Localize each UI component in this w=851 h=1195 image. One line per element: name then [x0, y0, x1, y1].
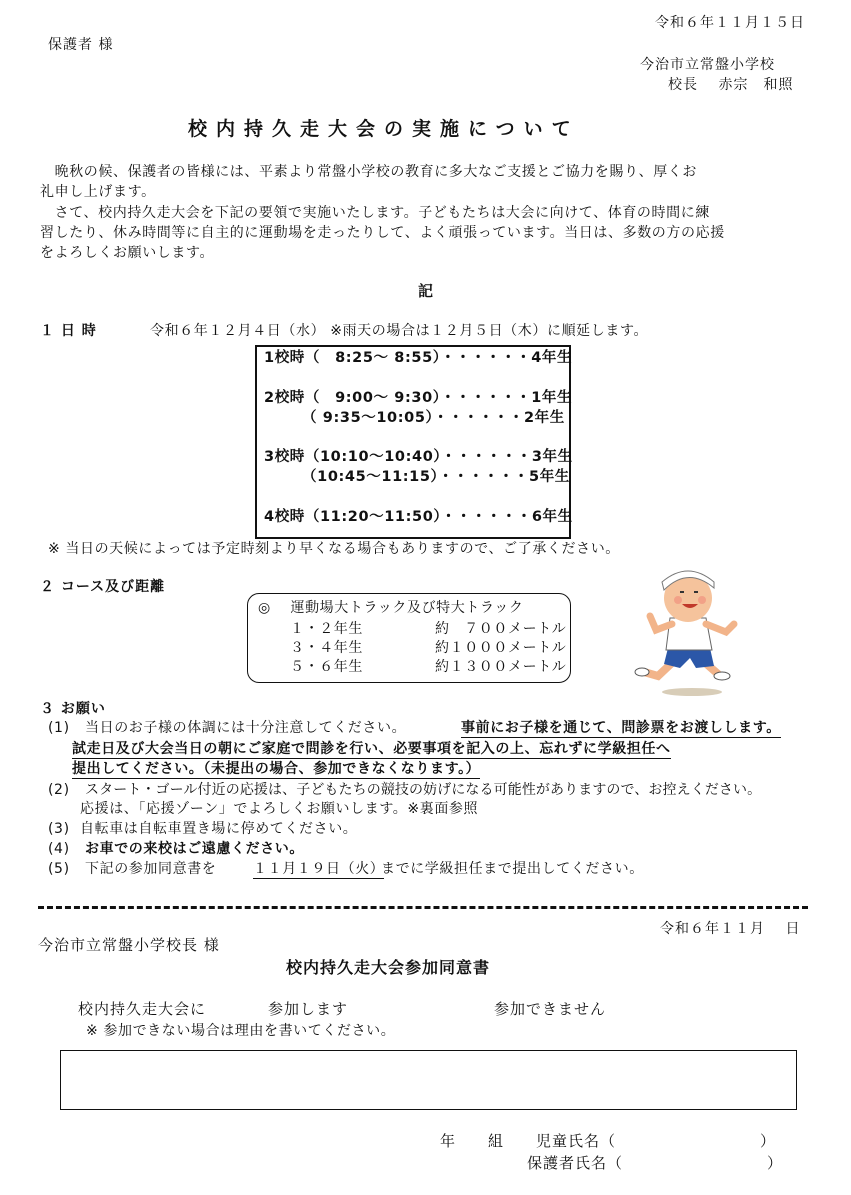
recipient: 保護者 様 — [48, 37, 114, 53]
page-title: 校内持久走大会の実施について — [188, 118, 580, 140]
guardian-name-line[interactable]: 保護者氏名（ ） — [527, 1154, 784, 1172]
schedule-row-3: （ 9:35～10:05）・・・・・・2年生 — [264, 410, 565, 426]
item2-text-b: 応援は、「応援ゾーン」でよろしくお願いします。※裏面参照 — [80, 801, 479, 817]
intro-line-5: をよろしくお願いします。 — [40, 245, 215, 261]
section1-label: １ 日 時 — [40, 323, 97, 339]
cut-line — [38, 906, 808, 909]
item4-text: お車での来校はご遠慮ください。 — [85, 841, 304, 857]
option-not-participate[interactable]: 参加できません — [494, 1000, 607, 1018]
item4-num: (4) — [48, 841, 70, 857]
schedule-row-2: 2校時（ 9:00～ 9:30）・・・・・・1年生 — [264, 390, 573, 406]
course-grade-2: ３・４年生 — [290, 640, 363, 656]
item5-text-a: 下記の参加同意書を — [85, 861, 217, 877]
item5-text-b: までに学級担任まで提出してください。 — [381, 861, 644, 877]
item2-num: (2) — [48, 782, 70, 798]
item1-text-c: 試走日及び大会当日の朝にご家庭で問診を行い、必要事項を記入の上、忘れずに学級担任へ — [72, 741, 671, 757]
item5-num: (5) — [48, 861, 70, 877]
schedule-row-5: （10:45～11:15）・・・・・・5年生 — [264, 469, 570, 485]
reason-note: ※ 参加できない場合は理由を書いてください。 — [86, 1023, 396, 1039]
form-title: 校内持久走大会参加同意書 — [286, 958, 491, 977]
course-grade-1: １・２年生 — [290, 621, 363, 637]
course-grade-3: ５・６年生 — [290, 659, 363, 675]
notice-date: 令和６年１１月１５日 — [655, 15, 805, 31]
option-participate[interactable]: 参加します — [268, 1000, 349, 1018]
schedule-row-1: 1校時（ 8:25～ 8:55）・・・・・・4年生 — [264, 350, 573, 366]
weather-note: ※ 当日の天候によっては予定時刻より早くなる場合もありますので、ご了承ください。 — [48, 541, 620, 557]
reason-input-box[interactable] — [60, 1050, 797, 1110]
running-child-illustration — [630, 568, 745, 698]
form-date: 令和６年１１月 日 — [660, 921, 801, 937]
item1-text-d: 提出してください。（未提出の場合、参加できなくなります。） — [72, 761, 481, 777]
item5-deadline: １１月１９日（火） — [253, 861, 385, 877]
course-title: ◎ 運動場大トラック及び特大トラック — [258, 600, 524, 616]
schedule-row-6: 4校時（11:20～11:50）・・・・・・6年生 — [264, 509, 573, 525]
form-question: 校内持久走大会に — [78, 1000, 207, 1018]
item3-text: 自転車は自転車置き場に停めてください。 — [80, 821, 358, 837]
student-name-line[interactable]: 年 組 児童氏名（ ） — [440, 1132, 777, 1150]
school-name: 今治市立常盤小学校 — [640, 57, 775, 73]
section3-label: ３ お願い — [40, 701, 106, 717]
intro-line-4: 習したり、休み時間等に自主的に運動場を走ったりして、よく頑張っています。当日は、多数の方の応援 — [40, 225, 725, 241]
principal-name: 校長 赤宗 和照 — [668, 77, 794, 93]
course-distance-3: 約１３００メートル — [435, 659, 567, 675]
form-addressee: 今治市立常盤小学校長 様 — [38, 936, 220, 954]
section2-label: ２ コース及び距離 — [40, 579, 166, 595]
course-distance-1: 約 ７００メートル — [435, 621, 567, 637]
item3-num: (3) — [48, 821, 70, 837]
item1-num: (1) — [48, 720, 70, 736]
schedule-row-4: 3校時（10:10～10:40）・・・・・・3年生 — [264, 449, 573, 465]
intro-line-1: 晩秋の候、保護者の皆様には、平素より常盤小学校の教育に多大なご支援とご協力を賜り、厚くお — [40, 164, 697, 180]
item1-text-a: 当日のお子様の体調には十分注意してください。 — [85, 720, 407, 736]
intro-line-3: さて、校内持久走大会を下記の要領で実施いたします。子どもたちは大会に向けて、体育の時間に練 — [40, 205, 710, 221]
section1-text: 令和６年１２月４日（水） ※雨天の場合は１２月５日（木）に順延します。 — [150, 323, 649, 339]
intro-line-2: 礼申し上げます。 — [40, 184, 156, 200]
ki-heading: 記 — [418, 282, 434, 300]
item1-text-b: 事前にお子様を通じて、問診票をお渡しします。 — [461, 720, 781, 736]
item2-text-a: スタート・ゴール付近の応援は、子どもたちの競技の妨げになる可能性がありますので、お控えください。 — [85, 782, 762, 798]
course-distance-2: 約１０００メートル — [435, 640, 567, 656]
